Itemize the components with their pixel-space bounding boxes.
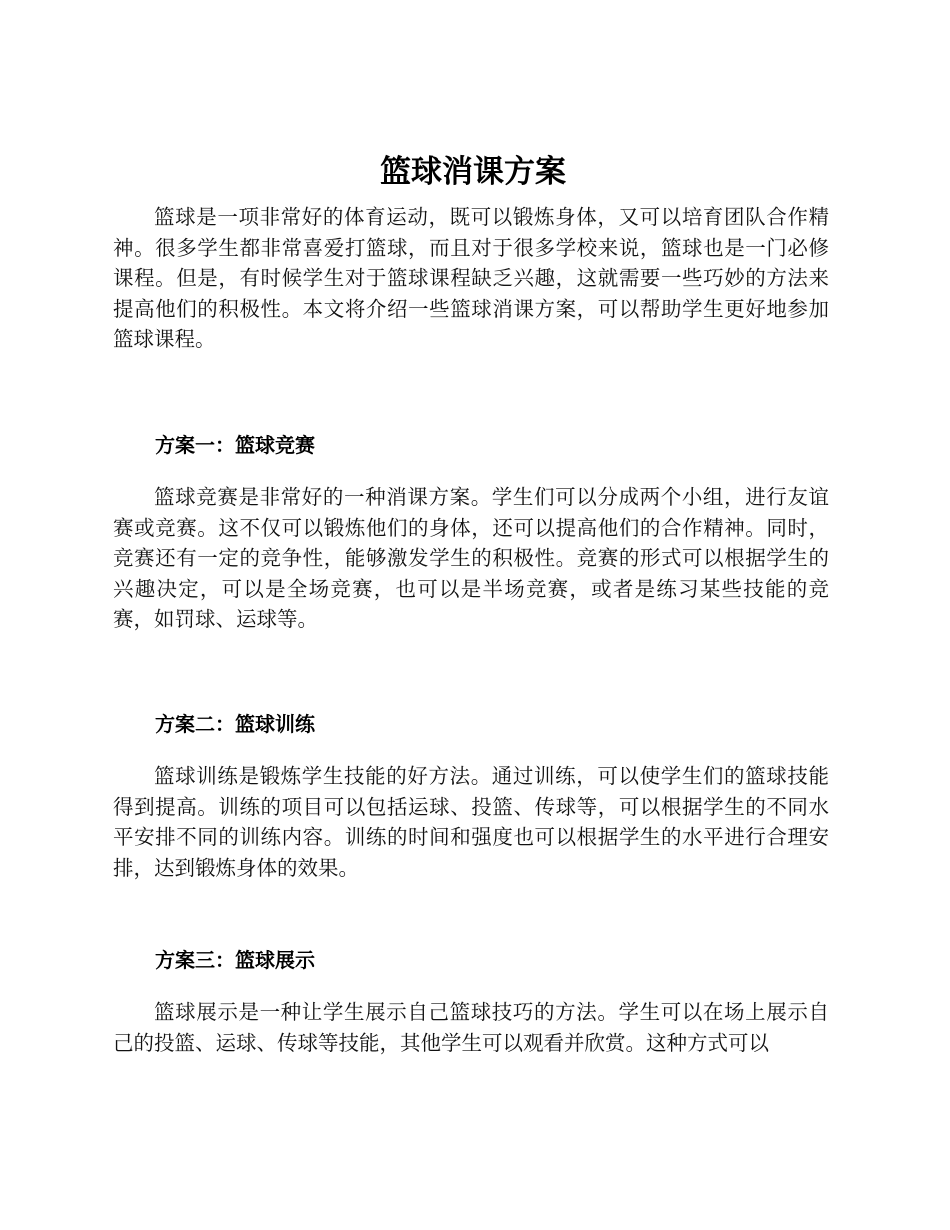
section-heading-1: 方案一：篮球竞赛 [155,433,315,457]
section-body-2: 篮球训练是锻炼学生技能的好方法。通过训练，可以使学生们的篮球技能得到提高。训练的项目可以包括运球、投篮、传球等，可以根据学生的不同水平安排不同的训练内容。训练的时间和强度也可以根据学生的水平进行合理安排，达到锻炼身体的效果。 [113,764,829,880]
section-heading-2: 方案二：篮球训练 [155,712,315,736]
section-heading-3: 方案三：篮球展示 [155,948,315,972]
section-body-3: 篮球展示是一种让学生展示自己篮球技巧的方法。学生可以在场上展示自己的投篮、运球、传球等技能，其他学生可以观看并欣赏。这种方式可以 [113,1000,829,1055]
section-body-1: 篮球竞赛是非常好的一种消课方案。学生们可以分成两个小组，进行友谊赛或竞赛。这不仅可以锻炼他们的身体，还可以提高他们的合作精神。同时，竞赛还有一定的竞争性，能够激发学生的积极性。竞赛的形式可以根据学生的兴趣决定，可以是全场竞赛，也可以是半场竞赛，或者是练习某些技能的竞赛，如罚球、运球等。 [113,485,829,631]
document-title: 篮球消课方案 [380,154,566,190]
intro-paragraph: 篮球是一项非常好的体育运动，既可以锻炼身体，又可以培育团队合作精神。很多学生都非常喜爱打篮球，而且对于很多学校来说，篮球也是一门必修课程。但是，有时候学生对于篮球课程缺乏兴趣，这就需要一些巧妙的方法来提高他们的积极性。本文将介绍一些篮球消课方案，可以帮助学生更好地参加篮球课程。 [113,205,829,351]
